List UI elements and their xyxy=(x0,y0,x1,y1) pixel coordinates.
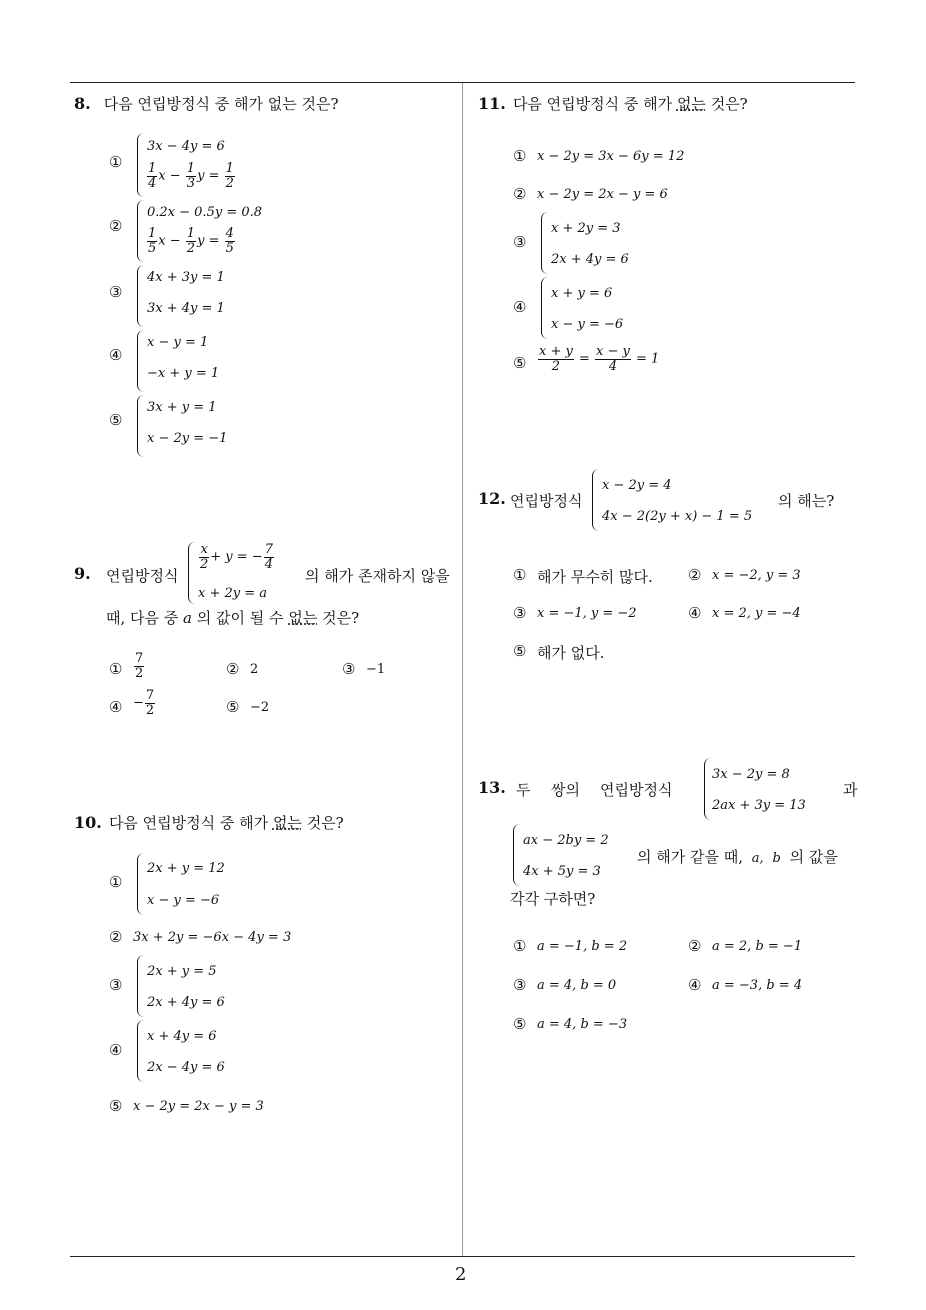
option-mark: ③ xyxy=(513,233,527,251)
option-mark: ① xyxy=(109,153,123,171)
option-mark: ④ xyxy=(109,346,123,364)
option-mark: ⑤ xyxy=(513,642,527,660)
question-text: 두 xyxy=(516,781,531,799)
question-text: 의 해는? xyxy=(778,492,835,510)
equation: x + 4y = 6 xyxy=(147,1029,217,1044)
equation: x − y = −6 xyxy=(147,893,220,908)
question-number: 12. xyxy=(478,489,506,508)
question-text: 과 xyxy=(843,781,858,799)
equation: x − 2y = 2x − y = 3 xyxy=(133,1099,264,1114)
equation: $\frac{x}{2}$ + y = − $\frac{7}{4}$ xyxy=(200,542,273,572)
equation: 2x + y = 5 xyxy=(147,964,217,979)
equation: 2x + 4y = 6 xyxy=(147,995,225,1010)
equation: x − y = −6 xyxy=(551,317,624,332)
equation: $\frac{x + y}{2}$ = $\frac{x - y}{4}$ = 1 xyxy=(539,344,660,374)
equation: −x + y = 1 xyxy=(147,366,220,381)
option-mark: ⑤ xyxy=(226,698,240,716)
option-value: x = −2, y = 3 xyxy=(712,568,801,583)
equation: x − 2y = 3x − 6y = 12 xyxy=(537,149,685,164)
equation: x − 2y = 4 xyxy=(602,478,672,493)
equation: x − 2y = −1 xyxy=(147,431,228,446)
system-brace xyxy=(137,133,144,197)
question-text: 연립방정식 xyxy=(510,492,583,510)
equation: 4x − 2(2y + x) − 1 = 5 xyxy=(602,509,753,524)
option-mark: ② xyxy=(513,185,527,203)
option-value: $\frac{7}{2}$ xyxy=(135,651,144,681)
option-mark: ① xyxy=(109,873,123,891)
question-text: 쌍의 xyxy=(551,781,580,799)
option-value: 해가 무수히 많다. xyxy=(537,568,653,586)
option-value: 해가 없다. xyxy=(537,644,605,662)
equation: 3x + 2y = −6x − 4y = 3 xyxy=(133,930,292,945)
option-mark: ① xyxy=(109,660,123,678)
option-mark: ④ xyxy=(513,298,527,316)
option-mark: ⑤ xyxy=(109,1097,123,1115)
option-mark: ④ xyxy=(688,976,702,994)
system-brace xyxy=(137,330,144,392)
question-text: 때, 다음 중 a 의 값이 될 수 없는 것은? xyxy=(106,609,360,627)
question-number: 9. xyxy=(74,564,91,583)
system-brace xyxy=(704,758,711,820)
option-mark: ① xyxy=(513,937,527,955)
equation: x + y = 6 xyxy=(551,286,613,301)
system-brace xyxy=(541,212,548,274)
equation: 2x + y = 12 xyxy=(147,861,225,876)
question-text: 다음 연립방정식 중 해가 없는 것은? xyxy=(512,95,748,113)
question-text: 연립방정식 xyxy=(600,781,673,799)
system-brace xyxy=(592,469,599,531)
equation: $\frac{1}{4}$ x − $\frac{1}{3}$ y = $\frac{1}{2}$ xyxy=(148,161,234,191)
question-text: 다음 연립방정식 중 해가 없는 것은? xyxy=(108,814,344,832)
question-number: 8. xyxy=(74,94,91,113)
option-mark: ④ xyxy=(688,604,702,622)
equation: 3x − 4y = 6 xyxy=(147,139,225,154)
equation: 0.2x − 0.5y = 0.8 xyxy=(147,205,263,220)
option-value: a = 2, b = −1 xyxy=(712,939,803,954)
question-number: 13. xyxy=(478,778,506,797)
option-mark: ① xyxy=(513,566,527,584)
option-mark: ③ xyxy=(109,976,123,994)
question-number: 10. xyxy=(74,813,102,832)
system-brace xyxy=(188,542,195,604)
question-text: 연립방정식 xyxy=(106,567,179,585)
option-mark: ④ xyxy=(109,698,123,716)
option-mark: ③ xyxy=(513,976,527,994)
option-value: a = −3, b = 4 xyxy=(712,978,803,993)
equation: 2ax + 3y = 13 xyxy=(712,798,806,813)
equation: x − 2y = 2x − y = 6 xyxy=(537,187,668,202)
bottom-rule xyxy=(70,1256,855,1257)
system-brace xyxy=(137,265,144,327)
option-value: −2 xyxy=(250,700,270,715)
equation: $\frac{1}{5}$ x − $\frac{1}{2}$ y = $\frac{4}{5}$ xyxy=(148,226,234,256)
option-mark: ② xyxy=(109,217,123,235)
option-mark: ③ xyxy=(109,283,123,301)
option-mark: ⑤ xyxy=(109,411,123,429)
question-text: 다음 연립방정식 중 해가 없는 것은? xyxy=(103,95,339,113)
option-mark: ④ xyxy=(109,1041,123,1059)
question-text: 의 해가 같을 때, a, b 의 값을 xyxy=(637,848,838,866)
option-value: 2 xyxy=(250,662,259,677)
column-divider xyxy=(462,83,463,1257)
page-number: 2 xyxy=(455,1264,467,1285)
option-value: a = 4, b = 0 xyxy=(537,978,617,993)
equation: x + 2y = a xyxy=(198,586,268,601)
equation: 3x + 4y = 1 xyxy=(147,301,225,316)
option-value: − $\frac{7}{2}$ xyxy=(133,688,155,718)
option-mark: ① xyxy=(513,147,527,165)
option-mark: ⑤ xyxy=(513,1015,527,1033)
question-text: 각각 구하면? xyxy=(510,890,596,908)
option-value: a = 4, b = −3 xyxy=(537,1017,628,1032)
equation: 2x − 4y = 6 xyxy=(147,1060,225,1075)
option-mark: ② xyxy=(109,928,123,946)
option-mark: ② xyxy=(226,660,240,678)
equation: x + 2y = 3 xyxy=(551,221,621,236)
option-value: x = 2, y = −4 xyxy=(712,606,801,621)
equation: 4x + 3y = 1 xyxy=(147,270,225,285)
system-brace xyxy=(513,824,520,886)
option-value: −1 xyxy=(366,662,386,677)
equation: x − y = 1 xyxy=(147,335,209,350)
question-number: 11. xyxy=(478,94,506,113)
option-mark: ② xyxy=(688,937,702,955)
option-mark: ② xyxy=(688,566,702,584)
system-brace xyxy=(137,955,144,1017)
system-brace xyxy=(137,200,144,262)
option-mark: ⑤ xyxy=(513,354,527,372)
system-brace xyxy=(137,1020,144,1082)
option-mark: ③ xyxy=(513,604,527,622)
option-value: x = −1, y = −2 xyxy=(537,606,637,621)
system-brace xyxy=(541,277,548,339)
equation: 2x + 4y = 6 xyxy=(551,252,629,267)
equation: 3x − 2y = 8 xyxy=(712,767,790,782)
option-mark: ③ xyxy=(342,660,356,678)
option-value: a = −1, b = 2 xyxy=(537,939,628,954)
equation: 3x + y = 1 xyxy=(147,400,217,415)
equation: 4x + 5y = 3 xyxy=(523,864,601,879)
question-text: 의 해가 존재하지 않을 xyxy=(305,567,450,585)
equation: ax − 2by = 2 xyxy=(523,833,609,848)
system-brace xyxy=(137,395,144,457)
system-brace xyxy=(137,853,144,915)
